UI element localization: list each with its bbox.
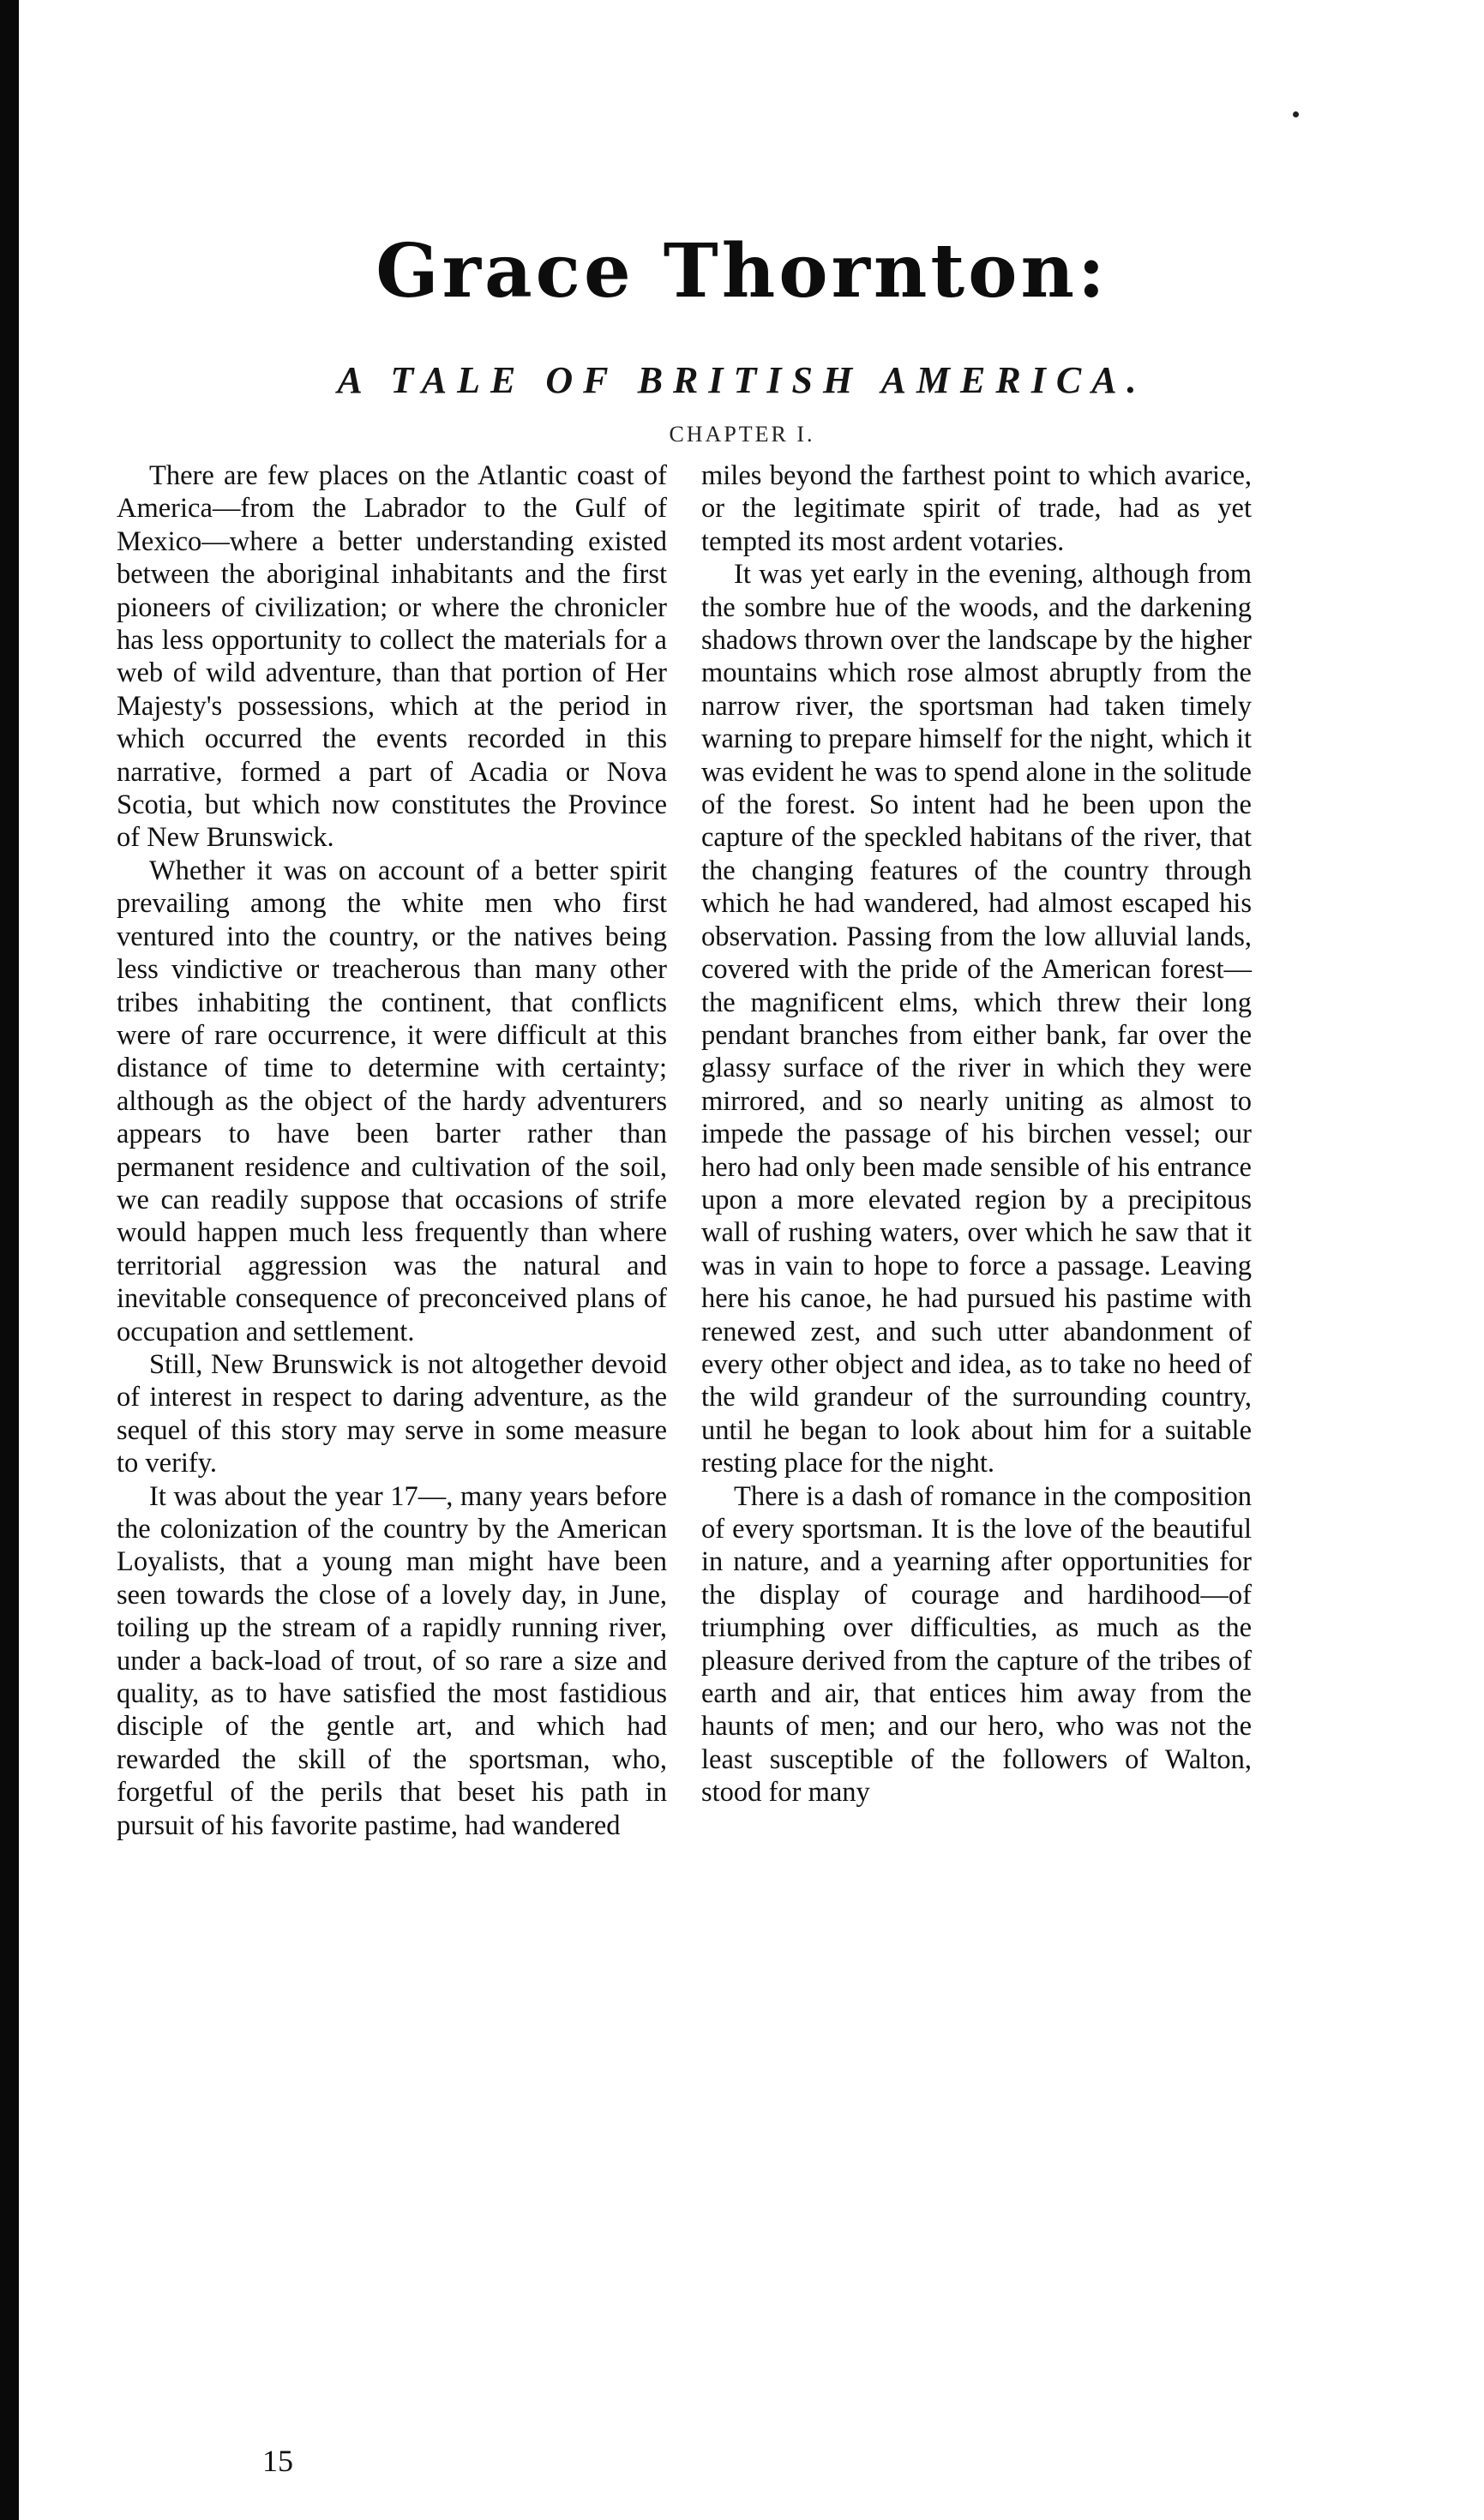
paragraph: There are few places on the Atlantic coast of America—from the Labrador to the Gulf of Mexico—where a better understanding existed between the aboriginal inhabitants and the first pioneers of civilization; or where the chronicler has less opportunity to collect the materials for a web of wild adventure, than that portion of Her Majesty's possessions, which at the period in which occurred the events recorded in this narrative, formed a part of Acadia or Nova Scotia, but which now constitutes the Province of New Brunswick. — [117, 460, 667, 854]
paragraph: Still, New Brunswick is not altogether devoid of interest in respect to daring adventure, as the sequel of this story may serve in some measure to verify. — [117, 1348, 667, 1479]
chapter-heading: CHAPTER I. — [669, 422, 815, 447]
paragraph: It was yet early in the evening, although from the sombre hue of the woods, and the darkening shadows thrown over the landscape by the higher mountains which rose almost abruptly from the narrow river, the sportsman had taken timely warning to prepare himself for the night, which it was evident he was to spend alone in the solitude of the forest. So intent had he been upon the capture of the speckled habitans of the river, that the changing features of the country through which he had wandered, had almost escaped his observation. Passing from the low alluvial lands, covered with the pride of the American forest—the magnificent elms, which threw their long pendant branches from either bank, far over the glassy surface of the river in which they were mirrored, and so nearly uniting as almost to impede the passage of his birchen vessel; our hero had only been made sensible of his entrance upon a more elevated region by a precipitous wall of rushing waters, over which he saw that it was in vain to hope to force a passage. Leaving here his canoe, he had pursued his pastime with renewed zest, and such utter abandonment of every other object and idea, as to take no heed of the wild grandeur of the surrounding country, until he began to look about him for a suitable resting place for the night. — [701, 559, 1252, 1479]
paragraph: miles beyond the farthest point to which avarice, or the legitimate spirit of trade, had as yet tempted its most ardent votaries. — [701, 460, 1252, 557]
page-title: Grace Thornton: — [376, 228, 1108, 315]
page-subtitle: A TALE OF BRITISH AMERICA. — [337, 359, 1147, 401]
left-column — [117, 459, 667, 1842]
paragraph: It was about the year 17—, many years before the colonization of the country by the American Loyalists, that a young man might have been seen towards the close of a lovely day, in June, toiling up the stream of a rapidly running river, under a back-load of trout, of so rare a size and quality, as to have satisfied the most fastidious disciple of the gentle art, and which had rewarded the skill of the sportsman, who, forgetful of the perils that beset his path in pursuit of his favorite pastime, had wandered — [117, 1480, 667, 1841]
ink-speck — [1293, 111, 1299, 117]
page-number: 15 — [262, 2444, 293, 2478]
paragraph: There is a dash of romance in the composition of every sportsman. It is the love of the beautiful in nature, and a yearning after opportunities for the display of courage and hardihood—of triumphing over difficulties, as much as the pleasure derived from the capture of the tribes of earth and air, that entices him away from the haunts of men; and our hero, who was not the least susceptible of the followers of Walton, stood for many — [701, 1480, 1252, 1809]
right-column — [701, 459, 1252, 1809]
paragraph: Whether it was on account of a better spirit prevailing among the white men who first ventured into the country, or the natives being less vindictive or treacherous than many other tribes inhabiting the continent, that conflicts were of rare occurrence, it were difficult at this distance of time to determine with certainty; although as the object of the hardy adventurers appears to have been barter rather than permanent residence and cultivation of the soil, we can readily suppose that occasions of strife would happen much less frequently than where territorial aggression was the natural and inevitable consequence of preconceived plans of occupation and settlement. — [117, 855, 667, 1347]
